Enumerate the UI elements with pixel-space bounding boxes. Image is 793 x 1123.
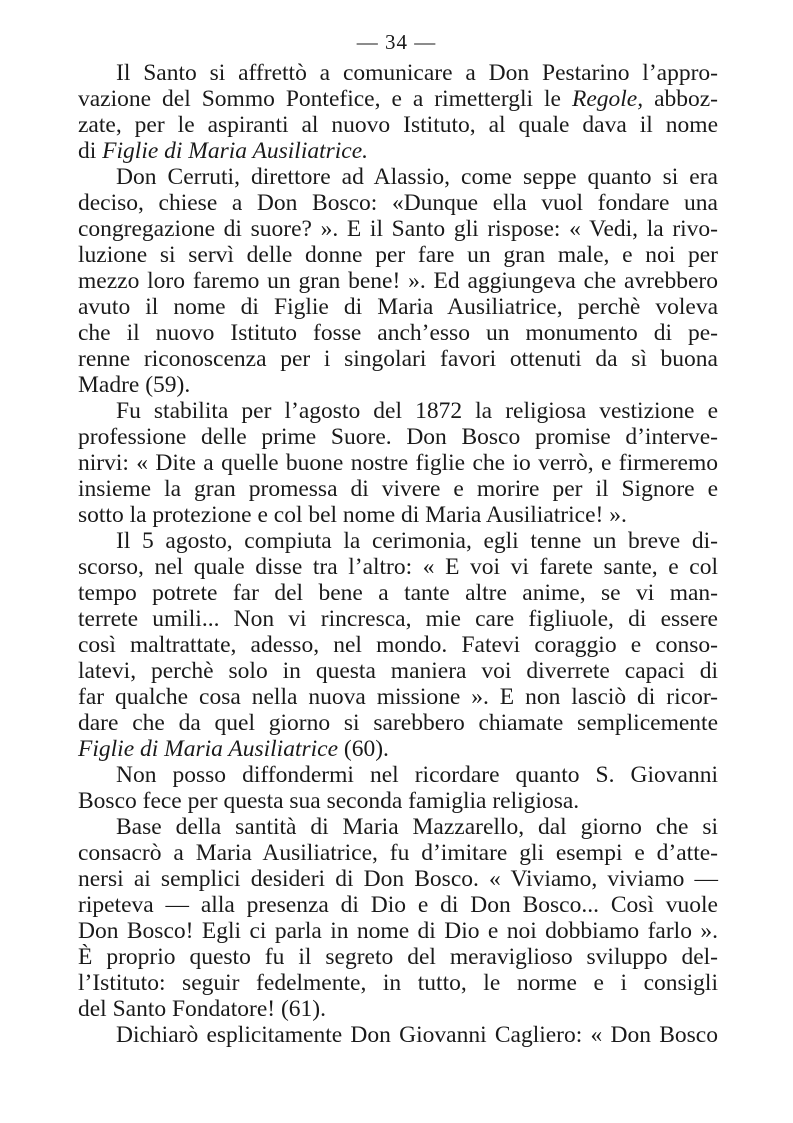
page-number: — 34 — — [356, 30, 437, 54]
text-line — [78, 190, 718, 216]
text-segment: renne riconoscenza per i singolari favori ottenuti da sì buona — [78, 346, 718, 372]
text-line — [78, 580, 718, 606]
text-segment: terrete umili... Non vi rincresca, mie care figliuole, di essere — [78, 606, 718, 632]
text-segment: vazione del Sommo Pontefice, e a rimettergli le — [78, 86, 572, 112]
text-segment: Dichiarò esplicitamente Don Giovanni Cagliero: « Don Bosco — [116, 1022, 718, 1048]
text-segment: scorso, nel quale disse tra l’altro: « E voi vi farete sante, e col — [78, 554, 718, 580]
italic-text: Figlie di Maria Ausiliatrice. — [102, 138, 369, 164]
text-line — [78, 398, 718, 424]
text-segment: così maltrattate, adesso, nel mondo. Fatevi coraggio e conso- — [78, 632, 718, 658]
text-line — [78, 658, 718, 684]
text-segment: Madre (59). — [78, 372, 191, 398]
text-line — [78, 60, 718, 86]
text-segment: tempo potrete far del bene a tante altre anime, se vi man- — [78, 580, 718, 606]
text-line — [78, 814, 718, 840]
text-line — [78, 632, 718, 658]
text-line — [78, 242, 718, 268]
text-segment: Non posso diffondermi nel ricordare quanto S. Giovanni — [116, 762, 718, 788]
text-segment: insieme la gran promessa di vivere e morire per il Signore e — [78, 476, 718, 502]
text-segment: zate, per le aspiranti al nuovo Istituto, al quale dava il nome — [78, 112, 718, 138]
text-line — [78, 346, 718, 372]
text-line — [78, 164, 718, 190]
body-text — [78, 60, 718, 1048]
text-line — [78, 866, 718, 892]
text-segment: Don Bosco! Egli ci parla in nome di Dio e noi dobbiamo farlo ». — [78, 918, 718, 944]
text-line — [78, 528, 718, 554]
text-segment: latevi, perchè solo in questa maniera voi diverrete capaci di — [78, 658, 718, 684]
text-line — [78, 606, 718, 632]
text-line — [78, 476, 718, 502]
text-segment: deciso, chiese a Don Bosco: «Dunque ella vuol fondare una — [78, 190, 718, 216]
text-segment: professione delle prime Suore. Don Bosco promise d’interve- — [78, 424, 718, 450]
text-line — [78, 554, 718, 580]
text-segment: mezzo loro faremo un gran bene! ». Ed aggiungeva che avrebbero — [78, 268, 718, 294]
text-segment: Don Cerruti, direttore ad Alassio, come seppe quanto si era — [116, 164, 718, 190]
text-segment: Fu stabilita per l’agosto del 1872 la religiosa vestizione e — [116, 398, 718, 424]
text-segment: Bosco fece per questa sua seconda famiglia religiosa. — [78, 788, 580, 814]
text-segment: nersi ai semplici desideri di Don Bosco. « Viviamo, viviamo — — [78, 866, 718, 892]
text-segment: congregazione di suore? ». E il Santo gli rispose: « Vedi, la rivo- — [78, 216, 718, 242]
text-segment: luzione si servì delle donne per fare un gran male, e noi per — [78, 242, 718, 268]
text-line — [78, 86, 718, 112]
text-segment: del Santo Fondatore! (61). — [78, 996, 327, 1022]
text-segment: È proprio questo fu il segreto del meraviglioso sviluppo del- — [78, 944, 718, 970]
text-segment: l’Istituto: seguir fedelmente, in tutto, le norme e i consigli — [78, 970, 718, 996]
text-segment: che il nuovo Istituto fosse anch’esso un monumento di pe- — [78, 320, 718, 346]
text-segment: (60). — [338, 736, 389, 762]
text-line — [78, 424, 718, 450]
text-segment: ripeteva — alla presenza di Dio e di Don Bosco... Così vuole — [78, 892, 718, 918]
text-line — [78, 996, 718, 1022]
text-segment: dare che da quel giorno si sarebbero chiamate semplicemente — [78, 710, 718, 736]
text-line — [78, 372, 718, 398]
text-line — [78, 294, 718, 320]
text-segment: abboz- — [643, 86, 719, 112]
text-line — [78, 762, 718, 788]
text-segment: nirvi: « Dite a quelle buone nostre figlie che io verrò, e firmeremo — [78, 450, 718, 476]
text-segment: di — [78, 138, 103, 164]
text-line — [78, 138, 718, 164]
text-line — [78, 268, 718, 294]
text-segment: Il 5 agosto, compiuta la cerimonia, egli tenne un breve di- — [116, 528, 718, 554]
text-line — [78, 710, 718, 736]
text-line — [78, 216, 718, 242]
text-line — [78, 320, 718, 346]
text-line — [78, 684, 718, 710]
text-segment: Base della santità di Maria Mazzarello, dal giorno che si — [116, 814, 718, 840]
text-segment: sotto la protezione e col bel nome di Maria Ausiliatrice! ». — [78, 502, 627, 528]
text-line — [78, 788, 718, 814]
text-line — [78, 840, 718, 866]
text-line — [78, 892, 718, 918]
text-line — [78, 502, 718, 528]
text-line — [78, 112, 718, 138]
text-line — [78, 944, 718, 970]
text-segment: Il Santo si affrettò a comunicare a Don Pestarino l’appro- — [116, 60, 718, 86]
text-line — [78, 736, 718, 762]
text-segment: consacrò a Maria Ausiliatrice, fu d’imitare gli esempi e d’atte- — [78, 840, 718, 866]
italic-text: Regole, — [571, 86, 644, 112]
text-line — [78, 970, 718, 996]
text-line — [78, 450, 718, 476]
text-line — [78, 1022, 718, 1048]
italic-text: Figlie di Maria Ausiliatrice — [78, 736, 339, 762]
text-line — [78, 918, 718, 944]
text-segment: far qualche cosa nella nuova missione ». E non lasciò di ricor- — [78, 684, 718, 710]
text-segment: avuto il nome di Figlie di Maria Ausiliatrice, perchè voleva — [78, 294, 718, 320]
